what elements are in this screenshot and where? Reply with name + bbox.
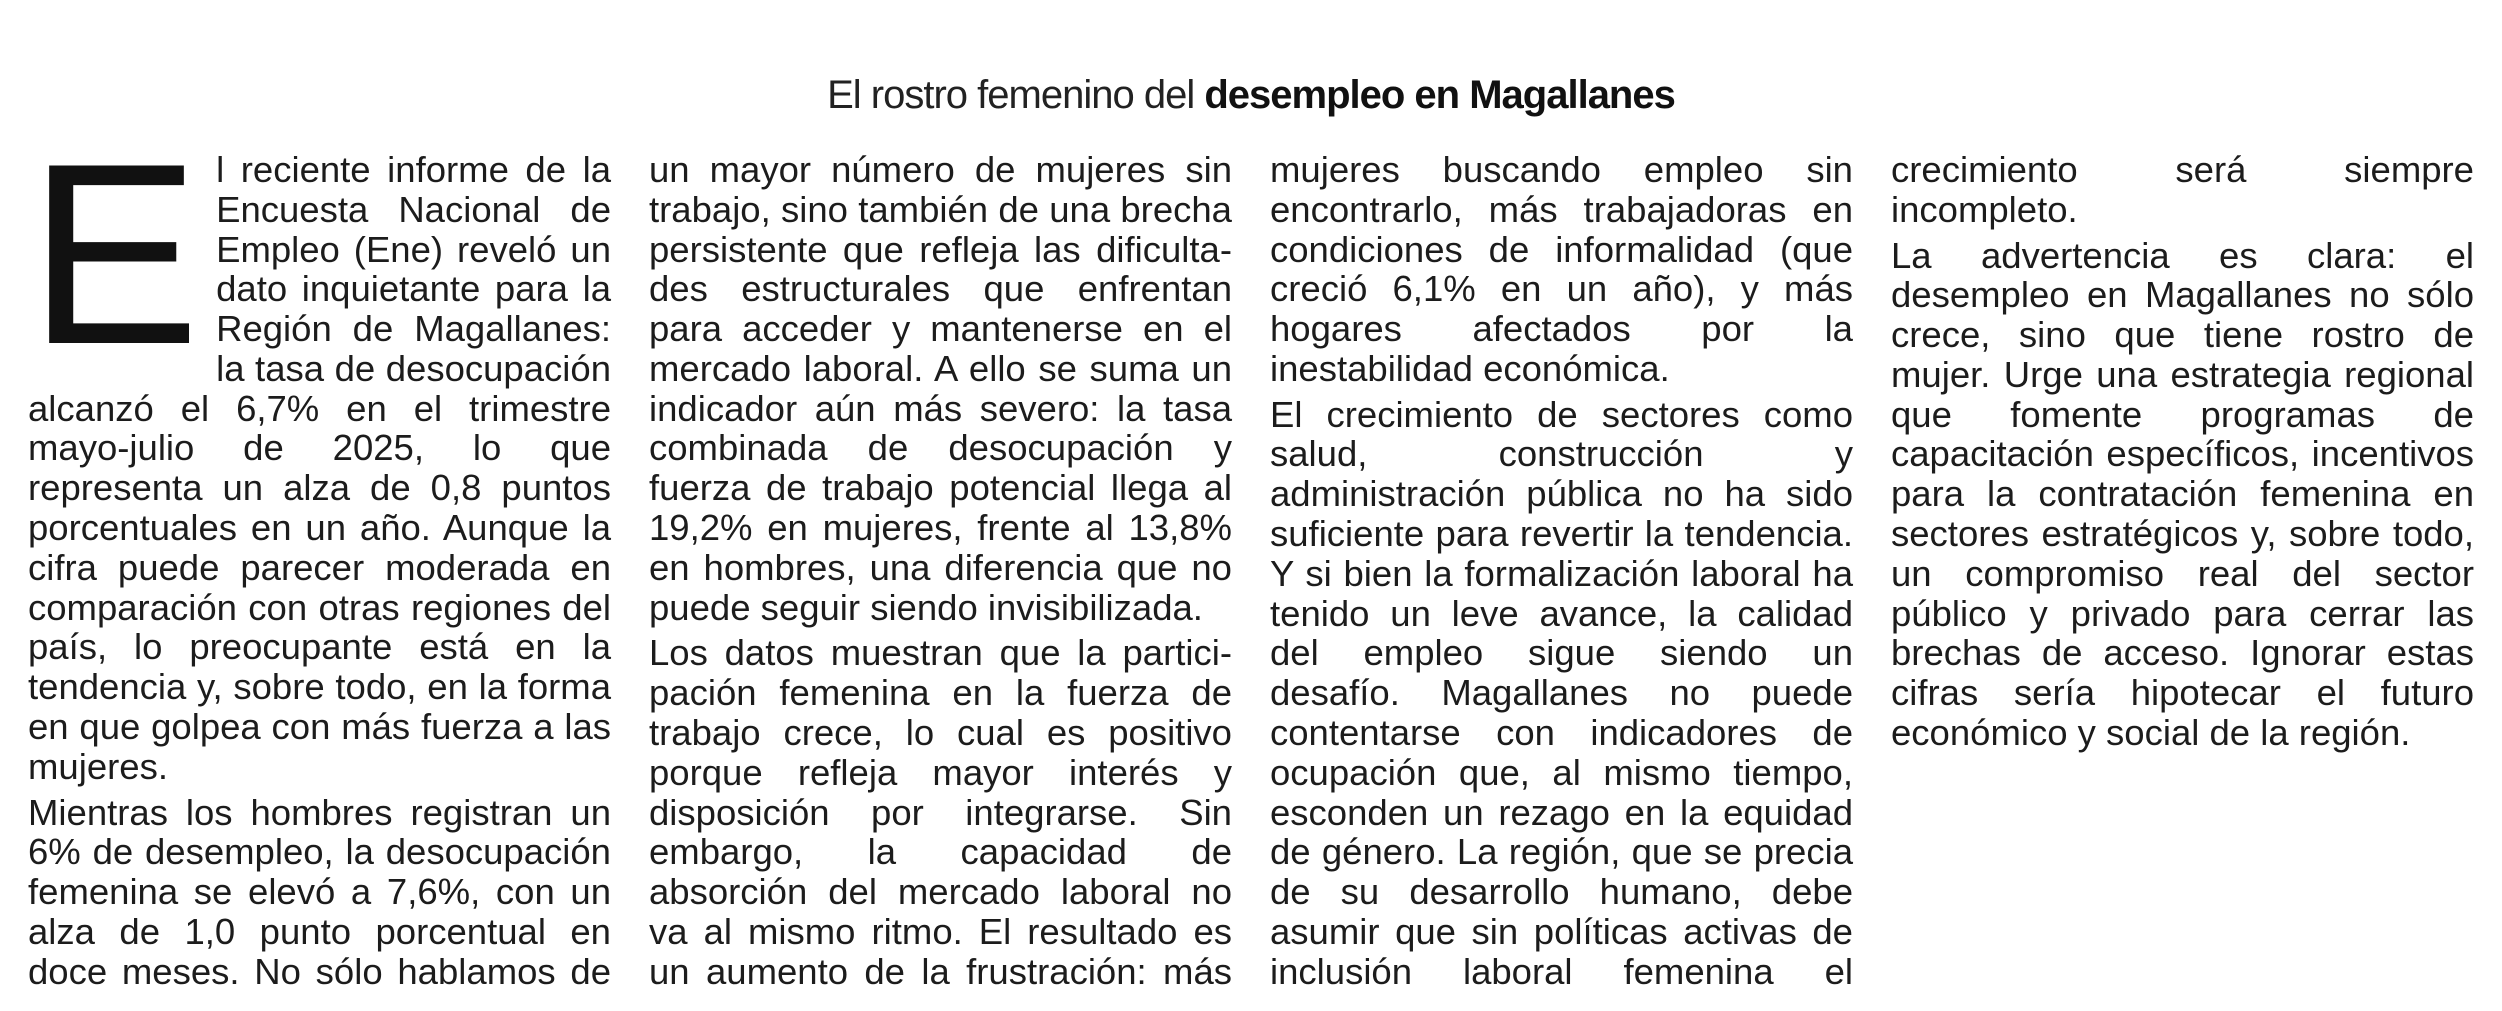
headline [0,45,2502,145]
article-paragraph-5: La advertencia es clara: el desempleo en Magallanes no sólo crece, sino que tiene rostro de mujer. Urge una estrategia regional que fomente programas de capacitación específicos, incentivos para la contratación femenina en sectores estratégicos y, sobre todo, un compromiso real del sector público y privado para cerrar las brechas de acceso. Ignorar estas cifras sería hipotecar el futuro económico y social de la región. [1891,234,2474,753]
article-paragraph-1 [28,109,611,787]
article-paragraph-2: Mientras los hombres registran un 6% de desempleo, la desocupación femenina se elevó a 7,6%, con un alza de 1,0 punto porcentual en doce meses. No sólo hablamos de un mayor número de mujeres sin trabajo, sino también de una brecha persistente que refleja las dificultades estructurales que enfrentan para acceder y mantenerse en el mercado laboral. A ello se suma un indicador aún más severo: la tasa combinada de desocupación y fuerza de trabajo potencial llega al 19,2% en mujeres, frente al 13,8% en hombres, una diferencia que no puede seguir siendo invisibilizada. [28,149,1232,992]
drop-cap: E [28,109,201,398]
article-paragraph-4: El crecimiento de sectores como salud, construcción y administración pública no ha sido suficiente para revertir la tendencia. Y si bien la formalización laboral ha tenido un leve avance, la calidad del empleo sigue siendo un desafío. Magallanes no puede contentarse con indicadores de ocupación que, al mismo tiempo, esconden un rezago en la equidad de género. La región, que se precia de su desarrollo humano, debe asumir que sin políticas activas de inclusión laboral femenina el crecimiento será siempre incompleto. [1270,149,2474,992]
paragraph-text: l reciente informe de la Encuesta Nacional de Empleo (Ene) reveló un dato inquietante para la Región de Magallanes: la tasa de desocupación alcanzó el 6,7% en el trimestre mayo-julio de 2025, lo que representa un alza de 0,8 puntos porcentuales en un año. Aunque la cifra puede parecer moderada en comparación con otras regiones del país, lo preocupante está en la tendencia y, sobre todo, en la forma en que golpea con más fuerza a las mujeres. [28,149,611,787]
article-body [28,109,2474,1000]
headline-bold: desempleo en Magallanes [1204,72,1675,117]
article-paragraph-3: Los datos muestran que la participación femenina en la fuerza de trabajo crece, lo cual es positivo porque refleja mayor interés y disposición por integrarse. Sin embargo, la capacidad de absorción del mercado laboral no va al mismo ritmo. El resultado es un aumento de la frustración: más mujeres buscando empleo sin encontrarlo, más trabajadoras en condiciones de informalidad (que creció 6,1% en un año), y más hogares afectados por la inestabilidad económica. [649,149,1853,992]
headline-light: El rostro femenino del [827,72,1195,117]
